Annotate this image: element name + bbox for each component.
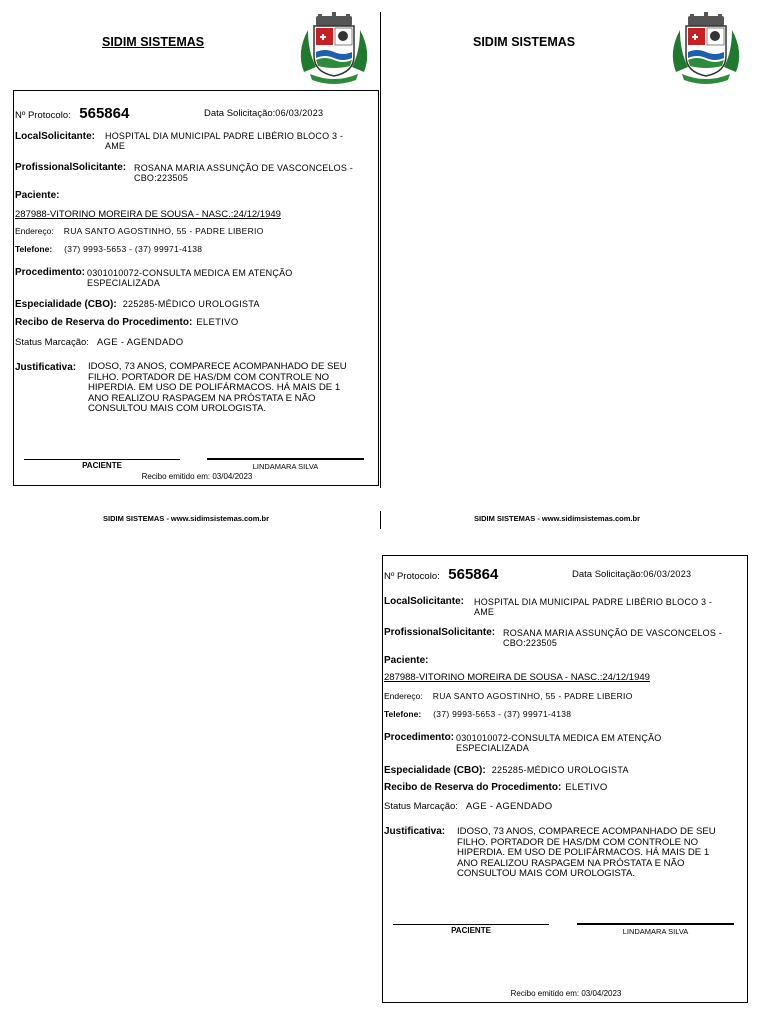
city-crest-left	[294, 12, 374, 84]
data-solicitacao-value: 06/03/2023	[275, 108, 324, 118]
protocolo-label: Nº Protocolo:	[384, 571, 440, 582]
coat-of-arms-icon	[294, 12, 374, 84]
signature-line-funcionario	[577, 923, 734, 925]
status-label: Status Marcação:	[15, 337, 89, 348]
status-value: AGE - AGENDADO	[465, 801, 553, 812]
vertical-divider-middle	[380, 511, 381, 529]
recibo-value: ELETIVO	[565, 782, 608, 793]
endereco-label: Endereço:	[384, 691, 423, 701]
protocolo-row	[384, 566, 498, 583]
status-value: AGE - AGENDADO	[96, 337, 184, 348]
data-solicitacao-value: 06/03/2023	[643, 569, 692, 579]
protocolo-number: 565864	[448, 566, 499, 583]
profissional-value: ROSANA MARIA ASSUNÇÃO DE VASCONCELOS - CBO:223505	[134, 163, 353, 183]
justificativa-label: Justificativa:	[384, 826, 446, 837]
telefone-label: Telefone:	[384, 709, 422, 719]
procedimento-label: Procedimento:	[15, 267, 86, 278]
especialidade-label: Especialidade (CBO):	[384, 765, 486, 776]
especialidade-value: 225285-MÉDICO UROLOGISTA	[122, 299, 260, 309]
local-value: HOSPITAL DIA MUNICIPAL PADRE LIBÉRIO BLOCO 3 - AME	[105, 131, 344, 151]
telefone-value: (37) 9993-5653 - (37) 99971-4138	[64, 244, 203, 254]
paciente-value: 287988-VITORINO MOREIRA DE SOUSA - NASC.:24/12/1949	[384, 672, 650, 683]
local-label: LocalSolicitante:	[384, 596, 465, 607]
protocolo-label: Nº Protocolo:	[15, 110, 71, 121]
data-solicitacao-label: Data Solicitação:	[572, 569, 644, 580]
receipt-bottom-right	[382, 555, 748, 1003]
profissional-label: ProfissionalSolicitante:	[384, 627, 496, 638]
header-title-right: SIDIM SISTEMAS	[473, 35, 576, 49]
endereco-label: Endereço:	[15, 226, 54, 236]
site-footer-right: SIDIM SISTEMAS - www.sidimsistemas.com.br	[474, 514, 641, 523]
signature-line-paciente	[393, 924, 549, 925]
protocolo-number: 565864	[79, 105, 130, 122]
paciente-label: Paciente:	[15, 190, 60, 201]
local-label: LocalSolicitante:	[15, 131, 96, 142]
city-crest-right	[666, 12, 746, 84]
endereco-value: RUA SANTO AGOSTINHO, 55 - PADRE LIBERIO	[63, 226, 264, 236]
recibo-value: ELETIVO	[196, 317, 239, 328]
recibo-label: Recibo de Reserva do Procedimento:	[384, 782, 562, 793]
recibo-label: Recibo de Reserva do Procedimento:	[15, 317, 193, 328]
telefone-value: (37) 9993-5653 - (37) 99971-4138	[433, 709, 572, 719]
telefone-label: Telefone:	[15, 244, 53, 254]
procedimento-label: Procedimento:	[384, 732, 455, 743]
profissional-label: ProfissionalSolicitante:	[15, 162, 127, 173]
vertical-divider-top	[380, 12, 381, 488]
local-value: HOSPITAL DIA MUNICIPAL PADRE LIBÉRIO BLOCO 3 - AME	[474, 597, 713, 617]
paciente-value: 287988-VITORINO MOREIRA DE SOUSA - NASC.:24/12/1949	[15, 209, 281, 220]
data-solicitacao-row	[572, 569, 691, 580]
data-solicitacao-label: Data Solicitação:	[204, 108, 276, 119]
especialidade-label: Especialidade (CBO):	[15, 299, 117, 310]
procedimento-value: 0301010072-CONSULTA MEDICA EM ATENÇÃO ESPECIALIZADA	[456, 733, 662, 753]
protocolo-row	[15, 105, 129, 122]
signature-label-funcionario: LINDAMARA SILVA	[252, 462, 319, 471]
endereco-value: RUA SANTO AGOSTINHO, 55 - PADRE LIBERIO	[432, 691, 633, 701]
justificativa-value: IDOSO, 73 ANOS, COMPARECE ACOMPANHADO DE SEU FILHO. PORTADOR DE HAS/DM COM CONTROLE NO HIPERDIA. EM USO DE POLIFÁRMACOS. HÁ MAIS DE 1 ANO REALIZOU RASPAGEM NA PRÓSTATA E NÃO CONSULTOU MAIS COM UROLOGISTA.	[88, 361, 347, 414]
justificativa-value: IDOSO, 73 ANOS, COMPARECE ACOMPANHADO DE SEU FILHO. PORTADOR DE HAS/DM COM CONTROLE NO HIPERDIA. EM USO DE POLIFÁRMACOS. HÁ MAIS DE 1 ANO REALIZOU RASPAGEM NA PRÓSTATA E NÃO CONSULTOU MAIS COM UROLOGISTA.	[457, 826, 716, 879]
coat-of-arms-icon	[666, 12, 746, 84]
signature-label-funcionario: LINDAMARA SILVA	[622, 927, 689, 936]
paciente-label: Paciente:	[384, 655, 429, 666]
signature-line-funcionario	[207, 458, 364, 460]
recibo-emitido: Recibo emitido em: 03/04/2023	[510, 989, 622, 998]
profissional-value: ROSANA MARIA ASSUNÇÃO DE VASCONCELOS - CBO:223505	[503, 628, 722, 648]
especialidade-value: 225285-MÉDICO UROLOGISTA	[491, 765, 629, 775]
data-solicitacao-row	[204, 108, 323, 119]
signature-line-paciente	[24, 459, 180, 460]
signature-label-paciente: PACIENTE	[451, 926, 491, 935]
site-footer-left: SIDIM SISTEMAS - www.sidimsistemas.com.br	[103, 514, 270, 523]
signature-label-paciente: PACIENTE	[82, 461, 122, 470]
status-label: Status Marcação:	[384, 801, 458, 812]
header-title-left: SIDIM SISTEMAS	[102, 35, 205, 49]
justificativa-label: Justificativa:	[15, 362, 77, 373]
procedimento-value: 0301010072-CONSULTA MEDICA EM ATENÇÃO ESPECIALIZADA	[87, 268, 293, 288]
recibo-emitido: Recibo emitido em: 03/04/2023	[141, 472, 253, 481]
receipt-top-left	[13, 90, 379, 486]
